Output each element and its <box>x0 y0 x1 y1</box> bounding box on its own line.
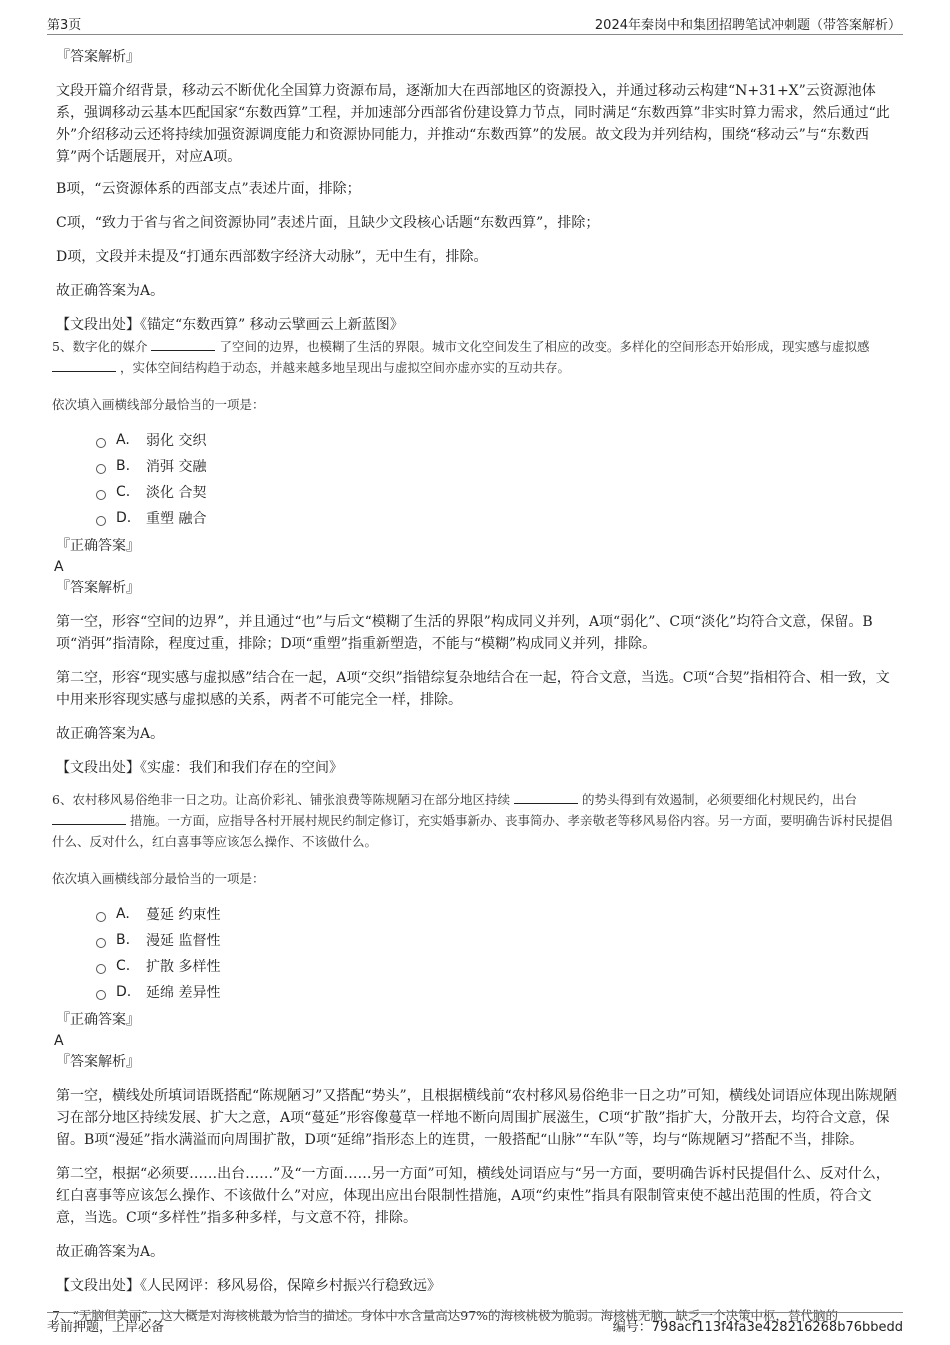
footer-doc-id: 编号：798acf113f4fa3e428216268b76bbedd <box>612 1320 903 1335</box>
q5-option-a[interactable]: A. 弱化 交织 <box>56 427 898 453</box>
q6-analysis-para2: 第二空，根据“必须要……出台……”及“一方面……另一方面”可知，横线处词语应与“另一方面，要明确告诉村民提倡什么、反对什么，红白喜事等应该怎么操作、不该做什么”对应，体现出应出台限制性措施，A项“约束性”指具有限制管束使不越出范围的性质，符合文意，当选。C项“多样性”指多种多样，与文意不符，排除。 <box>56 1166 890 1226</box>
q6-stem-part3: 措施。一方面，应指导各村开展村规民约制定修订，充实婚事新办、丧事简办、孝亲敬老等移风易俗内容。另一方面，要明确告诉村民提倡什么、反对什么，红白喜事等应该怎么操作、不该做什么。 <box>52 813 893 849</box>
q5-answer: A <box>54 559 64 575</box>
q5-blank-2 <box>52 357 116 372</box>
q5-analysis-para1: 第一空，形容“空间的边界”，并且通过“也”与后文“模糊了生活的界限”构成同义并列，A项“弱化”、C项“淡化”均符合文意，保留。B项“消弭”指清除，程度过重，排除；D项“重塑”指重新塑造，不能与“模糊”构成同义并列，排除。 <box>56 614 873 652</box>
radio-icon[interactable] <box>96 438 106 448</box>
q5-blank-1 <box>151 336 215 351</box>
q5-options <box>56 427 898 531</box>
q4-source: 【文段出处】《锚定“东数西算” 移动云擘画云上新蓝图》 <box>56 317 404 333</box>
q4-analysis-para1: 文段开篇介绍背景，移动云不断优化全国算力资源布局，逐渐加大在西部地区的资源投入，并通过移动云构建“N+31+X”云资源池体系，强调移动云基本匹配国家“东数西算”工程，并加速部分西部省份建设算力节点，同时满足“东数西算”非实时算力需求，然后通过“此外”介绍移动云还将持续加强资源调度能力和资源协同能力，并推动“东数西算”的发展。故文段为并列结构，围绕“移动云”与“东数西算”两个话题展开，对应A项。 <box>56 83 890 165</box>
q5-conclusion: 故正确答案为A。 <box>56 726 165 742</box>
q6-blank-1 <box>514 789 578 804</box>
q6-stem <box>52 789 898 852</box>
q6-source: 【文段出处】《人民网评：移风易俗，保障乡村振兴行稳致远》 <box>56 1278 441 1294</box>
q5-stem-part2: 了空间的边界，也模糊了生活的界限。城市文化空间发生了相应的改变。多样化的空间形态开始形成，现实感与虚拟感 <box>219 339 870 354</box>
radio-icon[interactable] <box>96 516 106 526</box>
q6-analysis-para1: 第一空，横线处所填词语既搭配“陈规陋习”又搭配“势头”，且根据横线前“农村移风易俗绝非一日之功”可知，横线处词语应体现出陈规陋习在部分地区持续发展、扩大之意，A项“蔓延”形容像蔓草一样地不断向周围扩展滋生，C项“扩散”指扩大，分散开去，均符合文意，保留。B项“漫延”指水满溢而向周围扩散，D项“延绵”指形态上的连贯，一般搭配“山脉”“车队”等，均与“陈规陋习”搭配不当，排除。 <box>56 1088 897 1148</box>
q6-stem-part1: 6、农村移风易俗绝非一日之功。让高价彩礼、铺张浪费等陈规陋习在部分地区持续 <box>52 792 510 807</box>
radio-icon[interactable] <box>96 464 106 474</box>
q5-option-d[interactable]: D. 重塑 融合 <box>56 505 898 531</box>
q5-source: 【文段出处】《实虚：我们和我们存在的空间》 <box>56 760 343 776</box>
q6-stem-part2: 的势头得到有效遏制，必须要细化村规民约，出台 <box>581 792 857 807</box>
page-header <box>47 12 903 35</box>
q6-answer: A <box>54 1033 64 1049</box>
page-content <box>52 44 898 1326</box>
q4-analysis-label: 『答案解析』 <box>56 49 140 65</box>
q6-options <box>56 901 898 1005</box>
q6-prompt: 依次填入画横线部分最恰当的一项是： <box>52 871 265 886</box>
q5-stem-part1: 5、数字化的媒介 <box>52 339 148 354</box>
q4-analysis-c: C项，“致力于省与省之间资源协同”表述片面，且缺少文段核心话题“东数西算”，排除； <box>56 215 600 231</box>
q4-analysis-d: D项，文段并未提及“打通东西部数字经济大动脉”，无中生有，排除。 <box>56 249 488 265</box>
q5-option-c[interactable]: C. 淡化 合契 <box>56 479 898 505</box>
q5-analysis-label: 『答案解析』 <box>56 580 140 596</box>
q5-stem <box>52 336 898 378</box>
radio-icon[interactable] <box>96 490 106 500</box>
radio-icon[interactable] <box>96 990 106 1000</box>
document-title: 2024年秦岗中和集团招聘笔试冲刺题（带答案解析） <box>594 18 901 33</box>
q6-option-b[interactable]: B. 漫延 监督性 <box>56 927 898 953</box>
q4-analysis-b: B项，“云资源体系的西部支点”表述片面，排除； <box>56 181 361 197</box>
radio-icon[interactable] <box>96 912 106 922</box>
q5-prompt: 依次填入画横线部分最恰当的一项是： <box>52 397 265 412</box>
q6-option-c[interactable]: C. 扩散 多样性 <box>56 953 898 979</box>
q5-stem-part3: ，实体空间结构趋于动态，并越来越多地呈现出与虚拟空间亦虚亦实的互动共存。 <box>119 360 570 375</box>
footer-slogan: 考前押题，上岸必备 <box>47 1320 165 1335</box>
q6-answer-label: 『正确答案』 <box>56 1012 140 1028</box>
q6-conclusion: 故正确答案为A。 <box>56 1244 165 1260</box>
radio-icon[interactable] <box>96 938 106 948</box>
q5-option-b[interactable]: B. 消弭 交融 <box>56 453 898 479</box>
q4-conclusion: 故正确答案为A。 <box>56 283 165 299</box>
q5-analysis-para2: 第二空，形容“现实感与虚拟感”结合在一起，A项“交织”指错综复杂地结合在一起，符合文意，当选。C项“合契”指相符合、相一致，文中用来形容现实感与虚拟感的关系，两者不可能完全一样，排除。 <box>56 670 890 708</box>
q6-option-a[interactable]: A. 蔓延 约束性 <box>56 901 898 927</box>
q7-stem: 7、“无脑但美丽”，这大概是对海核桃最为恰当的描述。身体中水含量高达97%的海核桃极为脆弱。海核桃无脑，缺乏一个决策中枢，替代脑的 <box>52 1308 839 1323</box>
q6-analysis-label: 『答案解析』 <box>56 1054 140 1070</box>
q6-blank-2 <box>52 810 126 825</box>
radio-icon[interactable] <box>96 964 106 974</box>
q6-option-d[interactable]: D. 延绵 差异性 <box>56 979 898 1005</box>
page-number: 第3页 <box>47 18 82 33</box>
q5-answer-label: 『正确答案』 <box>56 538 140 554</box>
